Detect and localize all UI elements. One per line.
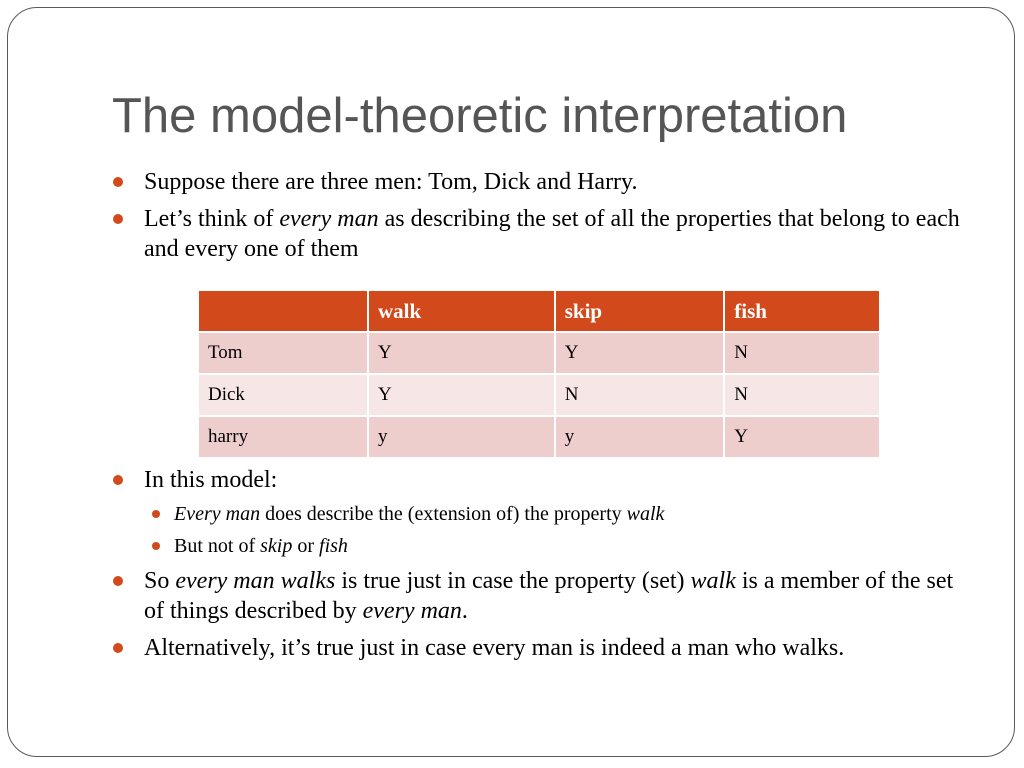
sub-bullet-list — [144, 501, 973, 559]
emphasis-text: walk — [626, 503, 665, 525]
table-row — [198, 416, 880, 458]
bullet-text: is true just in case the property (set) — [335, 568, 691, 594]
table-header-cell: walk — [368, 290, 555, 332]
bullet-dot-icon — [113, 177, 123, 187]
table-row — [198, 374, 880, 416]
sub-bullet-item — [144, 533, 973, 559]
bullet-text: is a member of the set of things described by — [144, 568, 954, 624]
bullet-item — [113, 167, 973, 197]
emphasis-text: every man — [362, 598, 462, 624]
bullet-item — [113, 566, 973, 626]
table-cell: Y — [368, 374, 555, 416]
table-cell: N — [724, 332, 880, 374]
table-cell: Y — [368, 332, 555, 374]
table-cell: harry — [198, 416, 368, 458]
table-header-cell: fish — [724, 290, 880, 332]
emphasis-text: Every man — [174, 503, 261, 525]
bullet-text: as describing the set of all the properties that belong to each and every one of them — [144, 206, 960, 262]
emphasis-text: fish — [319, 535, 348, 557]
bullet-text: or — [292, 535, 320, 557]
bullet-text: . — [461, 598, 468, 624]
bullet-item — [113, 204, 973, 264]
table-header-cell: skip — [555, 290, 725, 332]
bullet-dot-icon — [152, 542, 160, 550]
bullet-dot-icon — [113, 576, 123, 586]
sub-bullet-item — [144, 501, 973, 527]
table-cell: Y — [555, 332, 725, 374]
table-cell: Dick — [198, 374, 368, 416]
bullet-item — [113, 633, 973, 663]
slide-title: The model-theoretic interpretation — [112, 89, 848, 143]
table-cell: y — [368, 416, 555, 458]
bullet-text: Suppose there are three men: Tom, Dick and Harry. — [144, 169, 638, 195]
bullet-dot-icon — [113, 643, 123, 653]
table-cell: N — [555, 374, 725, 416]
bullet-text: So — [144, 568, 176, 594]
emphasis-text: walk — [690, 568, 736, 594]
table-cell: Tom — [198, 332, 368, 374]
emphasis-text: every man — [279, 206, 379, 232]
table-cell: y — [555, 416, 725, 458]
top-bullet-list — [113, 167, 973, 271]
bullet-text: Alternatively, it’s true just in case every man is indeed a man who walks. — [144, 635, 845, 661]
bullet-text: In this model: — [144, 467, 278, 493]
table-header-row — [198, 290, 880, 332]
bottom-bullet-list — [113, 465, 973, 670]
bullet-text: But not of — [174, 535, 261, 557]
table-header-cell — [198, 290, 368, 332]
bullet-item — [113, 465, 973, 559]
bullet-dot-icon — [113, 475, 123, 485]
table-row — [198, 332, 880, 374]
emphasis-text: skip — [260, 535, 293, 557]
emphasis-text: every man walks — [175, 568, 336, 594]
table-cell: Y — [724, 416, 880, 458]
table-cell: N — [724, 374, 880, 416]
bullet-text: does describe the (extension of) the property — [260, 503, 627, 525]
property-table — [197, 289, 881, 459]
bullet-dot-icon — [113, 214, 123, 224]
bullet-text: Let’s think of — [144, 206, 280, 232]
bullet-dot-icon — [152, 510, 160, 518]
